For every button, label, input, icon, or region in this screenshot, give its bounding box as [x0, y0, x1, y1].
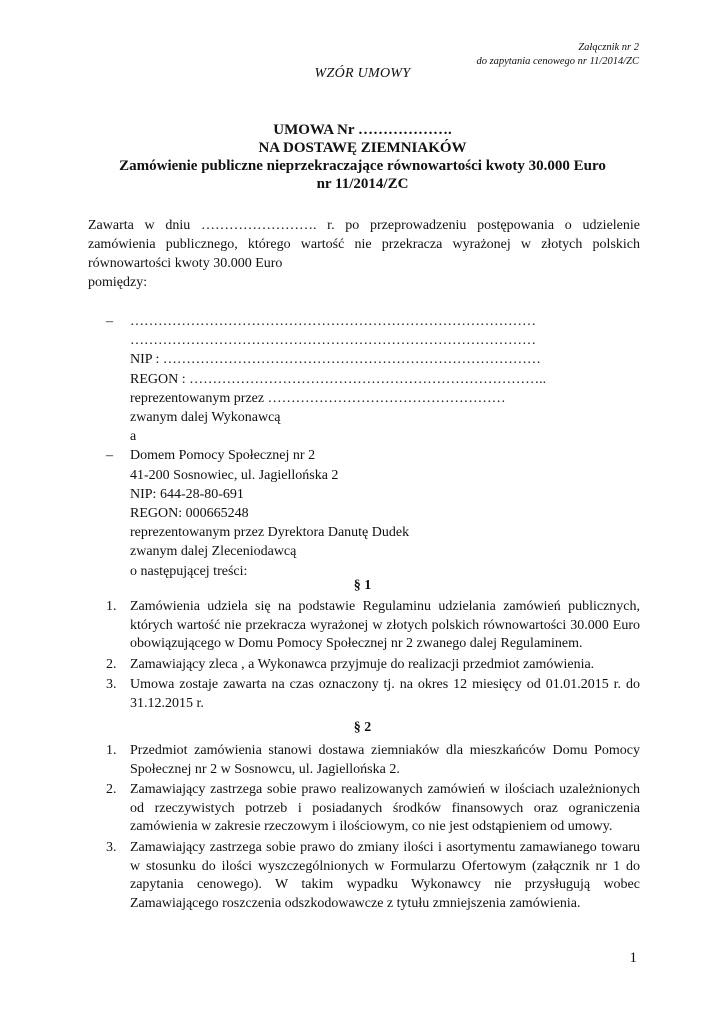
intro-paragraph [88, 216, 640, 292]
section-2-heading: § 2 [353, 720, 372, 735]
party1-line: – …………………………………………………………………………… [88, 312, 648, 331]
page-number: 1 [629, 950, 637, 966]
item-number: 1. [106, 743, 117, 758]
annex-line-2: do zapytania cenowego nr 11/2014/ZC [476, 56, 639, 67]
title-line-3: Zamówienie publiczne nieprzekraczające równowartości kwoty 30.000 Euro [119, 158, 606, 174]
party2-nip: NIP: 644-28-80-691 [130, 486, 244, 502]
item-number: 2. [106, 782, 117, 798]
item-number: 3. [106, 839, 117, 855]
intro-text: Zawarta w dniu ……………………. r. po przeprowadzeniu postępowania o udzielenie zamówienia publicznego, którego wartość nie przekracza wyrażonej w złotych polskich równowartości kwoty 30.000 Euro [88, 218, 640, 271]
title-line-2: NA DOSTAWĘ ZIEMNIAKÓW [258, 140, 467, 156]
item-number: 2. [106, 656, 117, 672]
party1-regon: REGON : ………………………………………………………………….. [130, 371, 547, 387]
annex-note [476, 41, 639, 69]
list-item [88, 781, 640, 837]
list-item [88, 676, 640, 713]
party2-closing: o następującej treści: [130, 563, 248, 579]
title-line-4: nr 11/2014/ZC [316, 176, 409, 192]
party2-representative: reprezentowanym przez Dyrektora Danutę Dudek [130, 525, 410, 541]
party1-line: …………………………………………………………………………… [130, 333, 536, 349]
title-line-1: UMOWA Nr ………………. [273, 122, 452, 138]
item-text: Przedmiot zamówienia stanowi dostawa ziemniaków dla mieszkańców Domu Pomocy Społecznej nr 2 w Sosnowcu, ul. Jagiellońska 2. [130, 743, 640, 777]
party1-representative: reprezentowanym przez …………………………………………… [130, 390, 506, 406]
item-number: 1. [106, 599, 117, 614]
intro-between: pomiędzy: [88, 275, 148, 290]
party2-name: – Domem Pomocy Społecznej nr 2 [88, 446, 648, 465]
section-1-list [88, 598, 640, 716]
item-text: Zamawiający zleca , a Wykonawca przyjmuje do realizacji przedmiot zamówienia. [130, 656, 595, 672]
template-label: WZÓR UMOWY [314, 66, 411, 81]
list-item [88, 742, 640, 779]
party1-nip: NIP : ……………………………………………………………………… [130, 352, 541, 368]
item-text: Umowa zostaje zawarta na czas oznaczony tj. na okres 12 miesięcy od 01.01.2015 r. do 31.12.2015 r. [130, 677, 640, 711]
list-item [88, 656, 640, 675]
section-1-heading: § 1 [353, 578, 372, 593]
item-text: Zamówienia udziela się na podstawie Regulaminu udzielania zamówień publicznych, których wartość nie przekracza wyrażonej w złotych polskich równowartości 30.000 Euro obowiązującego w Domu Pomocy Społecznej nr 2 zwanego dalej Regulaminem. [130, 599, 640, 652]
contract-title-block [0, 121, 725, 193]
party2-regon: REGON: 000665248 [130, 506, 249, 522]
parties-block [88, 312, 648, 581]
party2-address: 41-200 Sosnowiec, ul. Jagiellońska 2 [130, 467, 339, 483]
party2-dash: – [106, 448, 113, 464]
party1-role: zwanym dalej Wykonawcą [130, 410, 281, 426]
item-text: Zamawiający zastrzega sobie prawo do zmiany ilości i asortymentu zamawianego towaru w stosunku do ilości wyszczególnionych w Formularzu Ofertowym (załącznik nr 1 do zapytania cenowego). W takim wypadku Wykonawcy nie przysługują wobec Zamawiającego roszczenia odszkodowawcze z tytułu zmniejszenia zamówienia. [130, 839, 640, 911]
item-number: 3. [106, 677, 117, 693]
annex-line-1: Załącznik nr 2 [578, 42, 639, 53]
section-2-list [88, 742, 640, 915]
party-conjunction: a [130, 429, 137, 445]
list-item [88, 839, 640, 913]
item-text: Zamawiający zastrzega sobie prawo realizowanych zamówień w ilościach uzależnionych od rzeczywistych potrzeb i posiadanych środków finansowych oraz ograniczenia zamówienia w zakresie rzeczowym i ilościowym, co nie jest odstąpieniem od umowy. [130, 782, 640, 835]
party2-role: zwanym dalej Zleceniodawcą [130, 544, 297, 560]
list-item [88, 598, 640, 654]
party1-dash: – [106, 314, 113, 329]
